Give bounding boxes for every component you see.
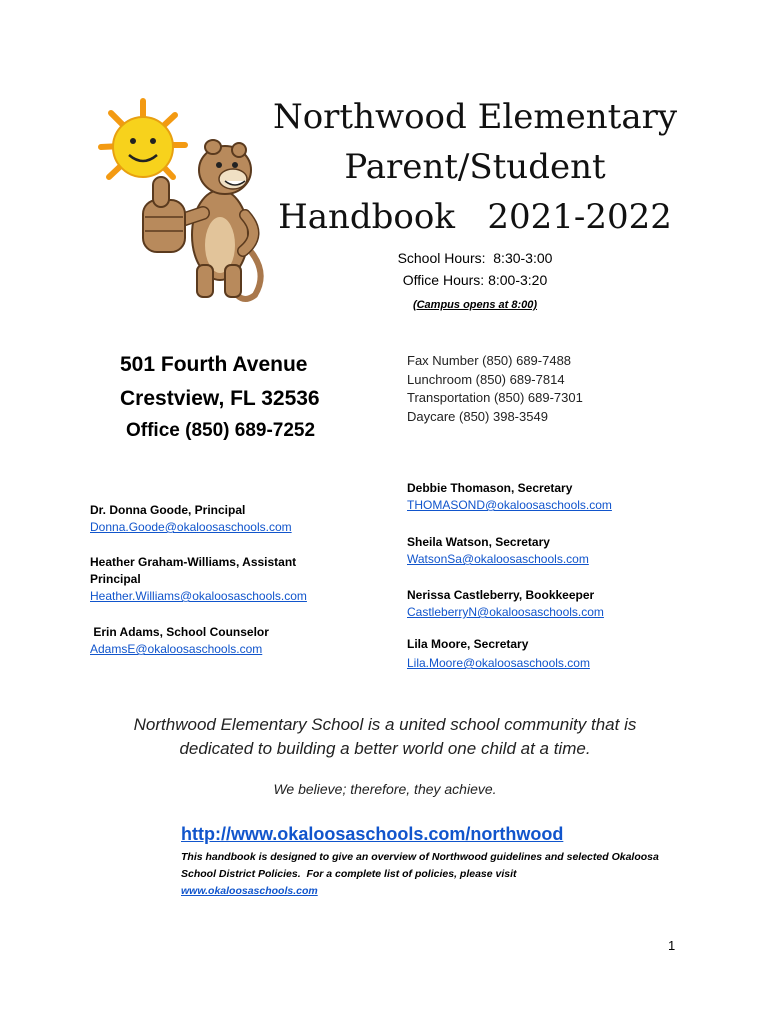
staff-entry [90,624,350,658]
staff-entry [407,480,687,514]
staff-name: Sheila Watson, Secretary [407,535,550,549]
disclaimer-link[interactable]: www.okaloosaschools.com [181,885,318,897]
title-line-2: Parent/Student [344,147,606,187]
staff-email-link[interactable]: AdamsE@okaloosaschools.com [90,642,263,656]
staff-email-link[interactable]: Heather.Williams@okaloosaschools.com [90,589,307,603]
disclaimer-text: This handbook is designed to give an overview of Northwood guidelines and selected Okaloosa School District Policies. For a complete list of policies, please visit [181,851,662,880]
staff-entry [407,587,687,621]
staff-name: Nerissa Castleberry, Bookkeeper [407,588,595,602]
lunchroom-number: Lunchroom (850) 689-7814 [407,371,565,387]
staff-email-link[interactable]: Donna.Goode@okaloosaschools.com [90,520,292,534]
staff-entry [90,554,340,605]
staff-name: Dr. Donna Goode, Principal [90,503,246,517]
phone-list [407,352,583,426]
transportation-number: Transportation (850) 689-7301 [407,390,583,405]
staff-email-link[interactable]: Lila.Moore@okaloosaschools.com [407,656,590,670]
staff-entry [90,502,350,536]
title-line-3: Handbook 2021-2022 [278,197,672,237]
campus-note: (Campus opens at 8:00) [412,299,538,311]
school-hours: School Hours: 8:30-3:00 [397,250,553,266]
staff-name: Erin Adams, School Counselor [90,625,269,639]
page-number: 1 [668,938,676,953]
daycare-number: Daycare (850) 398-3549 [407,408,548,424]
handbook-title [250,92,700,242]
address-city: Crestview, FL 32536 [120,387,320,410]
staff-entry [407,534,687,568]
fax-number: Fax Number (850) 689-7488 [407,353,572,368]
address-street: 501 Fourth Avenue [120,353,308,376]
office-hours: Office Hours: 8:00-3:20 [402,272,548,288]
staff-name: Lila Moore, Secretary [407,637,529,651]
staff-name: Debbie Thomason, Secretary [407,481,573,495]
mission-statement: Northwood Elementary School is a united school community that is dedicated to building a better world one child at a time. [133,715,637,758]
staff-email-link[interactable]: WatsonSa@okaloosaschools.com [407,552,589,566]
staff-email-link[interactable]: CastleberryN@okaloosaschools.com [407,605,604,619]
disclaimer [181,849,661,900]
office-phone: Office (850) 689-7252 [126,420,316,441]
staff-email-link[interactable]: THOMASOND@okaloosaschools.com [407,498,612,512]
belief-statement: We believe; therefore, they achieve. [273,781,497,797]
hours-block [340,247,610,316]
website-link[interactable]: http://www.okaloosaschools.com/northwood [181,824,564,844]
title-line-1: Northwood Elementary [272,97,678,137]
staff-name: Heather Graham-Williams, Assistant Principal [90,555,297,586]
staff-entry [407,636,687,672]
